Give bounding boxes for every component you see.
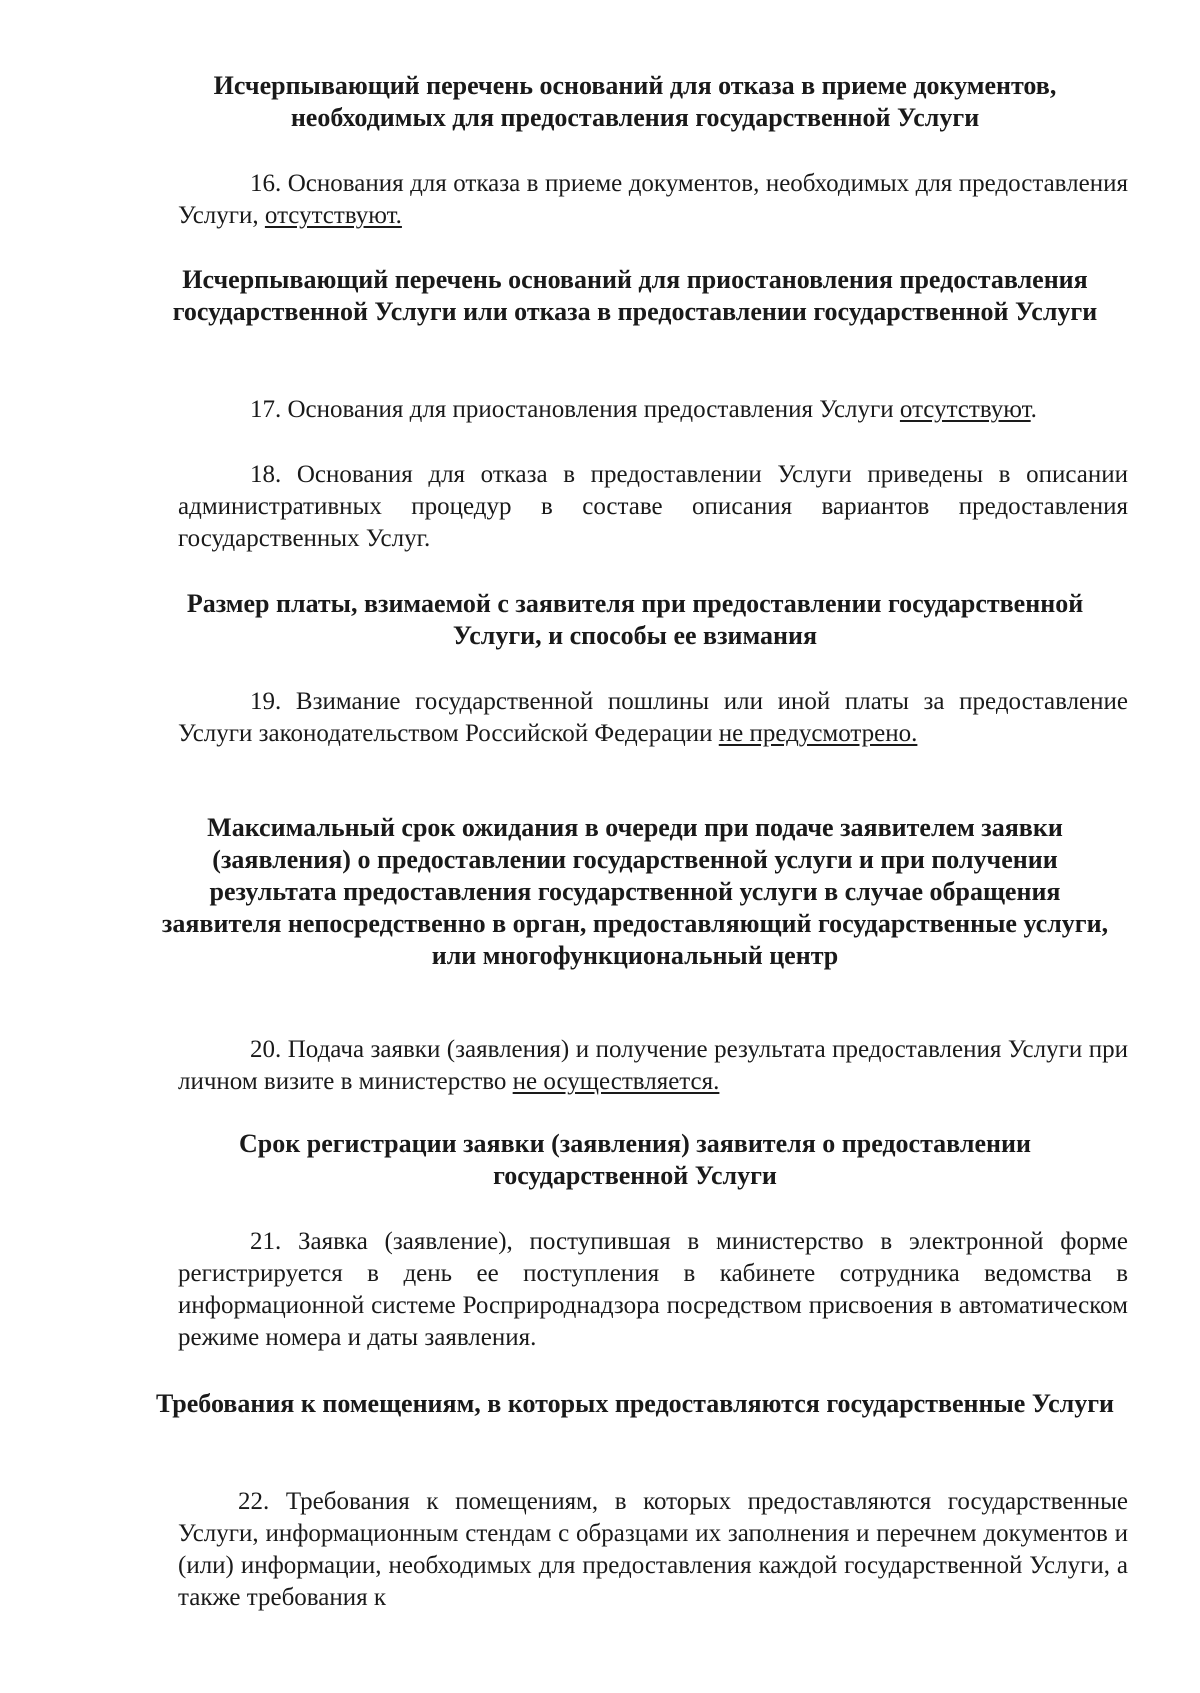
- section-heading: Исчерпывающий перечень оснований для отказа в приеме документов, необходимых для предоставления государственной Услуги: [213, 71, 1057, 132]
- paragraph-text: 16. Основания для отказа в приеме документов, необходимых для предоставления Услуги,: [178, 170, 1128, 229]
- underlined-text: отсутствуют: [899, 396, 1031, 423]
- paragraph-text: 20. Подача заявки (заявления) и получение результата предоставления Услуги при личном визите в министерство: [178, 1036, 1128, 1095]
- paragraph-16: [178, 168, 1128, 232]
- section-heading: Требования к помещениям, в которых предоставляются государственные Услуги: [155, 1389, 1115, 1418]
- paragraph-text: 18. Основания для отказа в предоставлении Услуги приведены в описании административных процедур в составе описания вариантов предоставления государственных Услуг.: [178, 461, 1128, 552]
- section-heading: Исчерпывающий перечень оснований для приостановления предоставления государственной Услуги или отказа в предоставлении государственной Услуги: [172, 265, 1098, 326]
- underlined-text: не осуществляется.: [512, 1068, 720, 1095]
- paragraph-17: [178, 394, 1128, 426]
- section-heading: Размер платы, взимаемой с заявителя при предоставлении государственной Услуги, и способы ее взимания: [186, 589, 1084, 650]
- paragraph-text: 22. Требования к помещениям, в которых предоставляются государственные Услуги, информационным стендам с образцами их заполнения и перечнем документов и (или) информации, необходимых для предоставления каждой государственной Услуги, а также требования к: [178, 1488, 1128, 1611]
- section-heading: Максимальный срок ожидания в очереди при подаче заявителем заявки (заявления) о предоставлении государственной услуги и при получении результата предоставления государственной услуги в случае обращения заявителя непосредственно в орган, предоставляющий государственные услуги, или многофункциональный центр: [161, 813, 1109, 970]
- paragraph-text: 21. Заявка (заявление), поступившая в министерство в электронной форме регистрируется в день ее поступления в кабинете сотрудника ведомства в информационной системе Росприроднадзора посредством присвоения в автоматическом режиме номера и даты заявления.: [178, 1228, 1128, 1351]
- paragraph-21: [178, 1226, 1128, 1354]
- section-heading: Срок регистрации заявки (заявления) заявителя о предоставлении государственной Услуги: [239, 1129, 1031, 1190]
- underlined-text: не предусмотрено.: [718, 720, 918, 747]
- underlined-text: отсутствуют.: [264, 202, 402, 229]
- paragraph-text: 17. Основания для приостановления предоставления Услуги: [250, 396, 900, 423]
- paragraph-22: [178, 1486, 1128, 1614]
- paragraph-18: [178, 459, 1128, 555]
- paragraph-19: [178, 686, 1128, 750]
- paragraph-tail: .: [1030, 396, 1037, 423]
- paragraph-text: 19. Взимание государственной пошлины или иной платы за предоставление Услуги законодательством Российской Федерации: [178, 688, 1128, 747]
- paragraph-20: [178, 1034, 1128, 1098]
